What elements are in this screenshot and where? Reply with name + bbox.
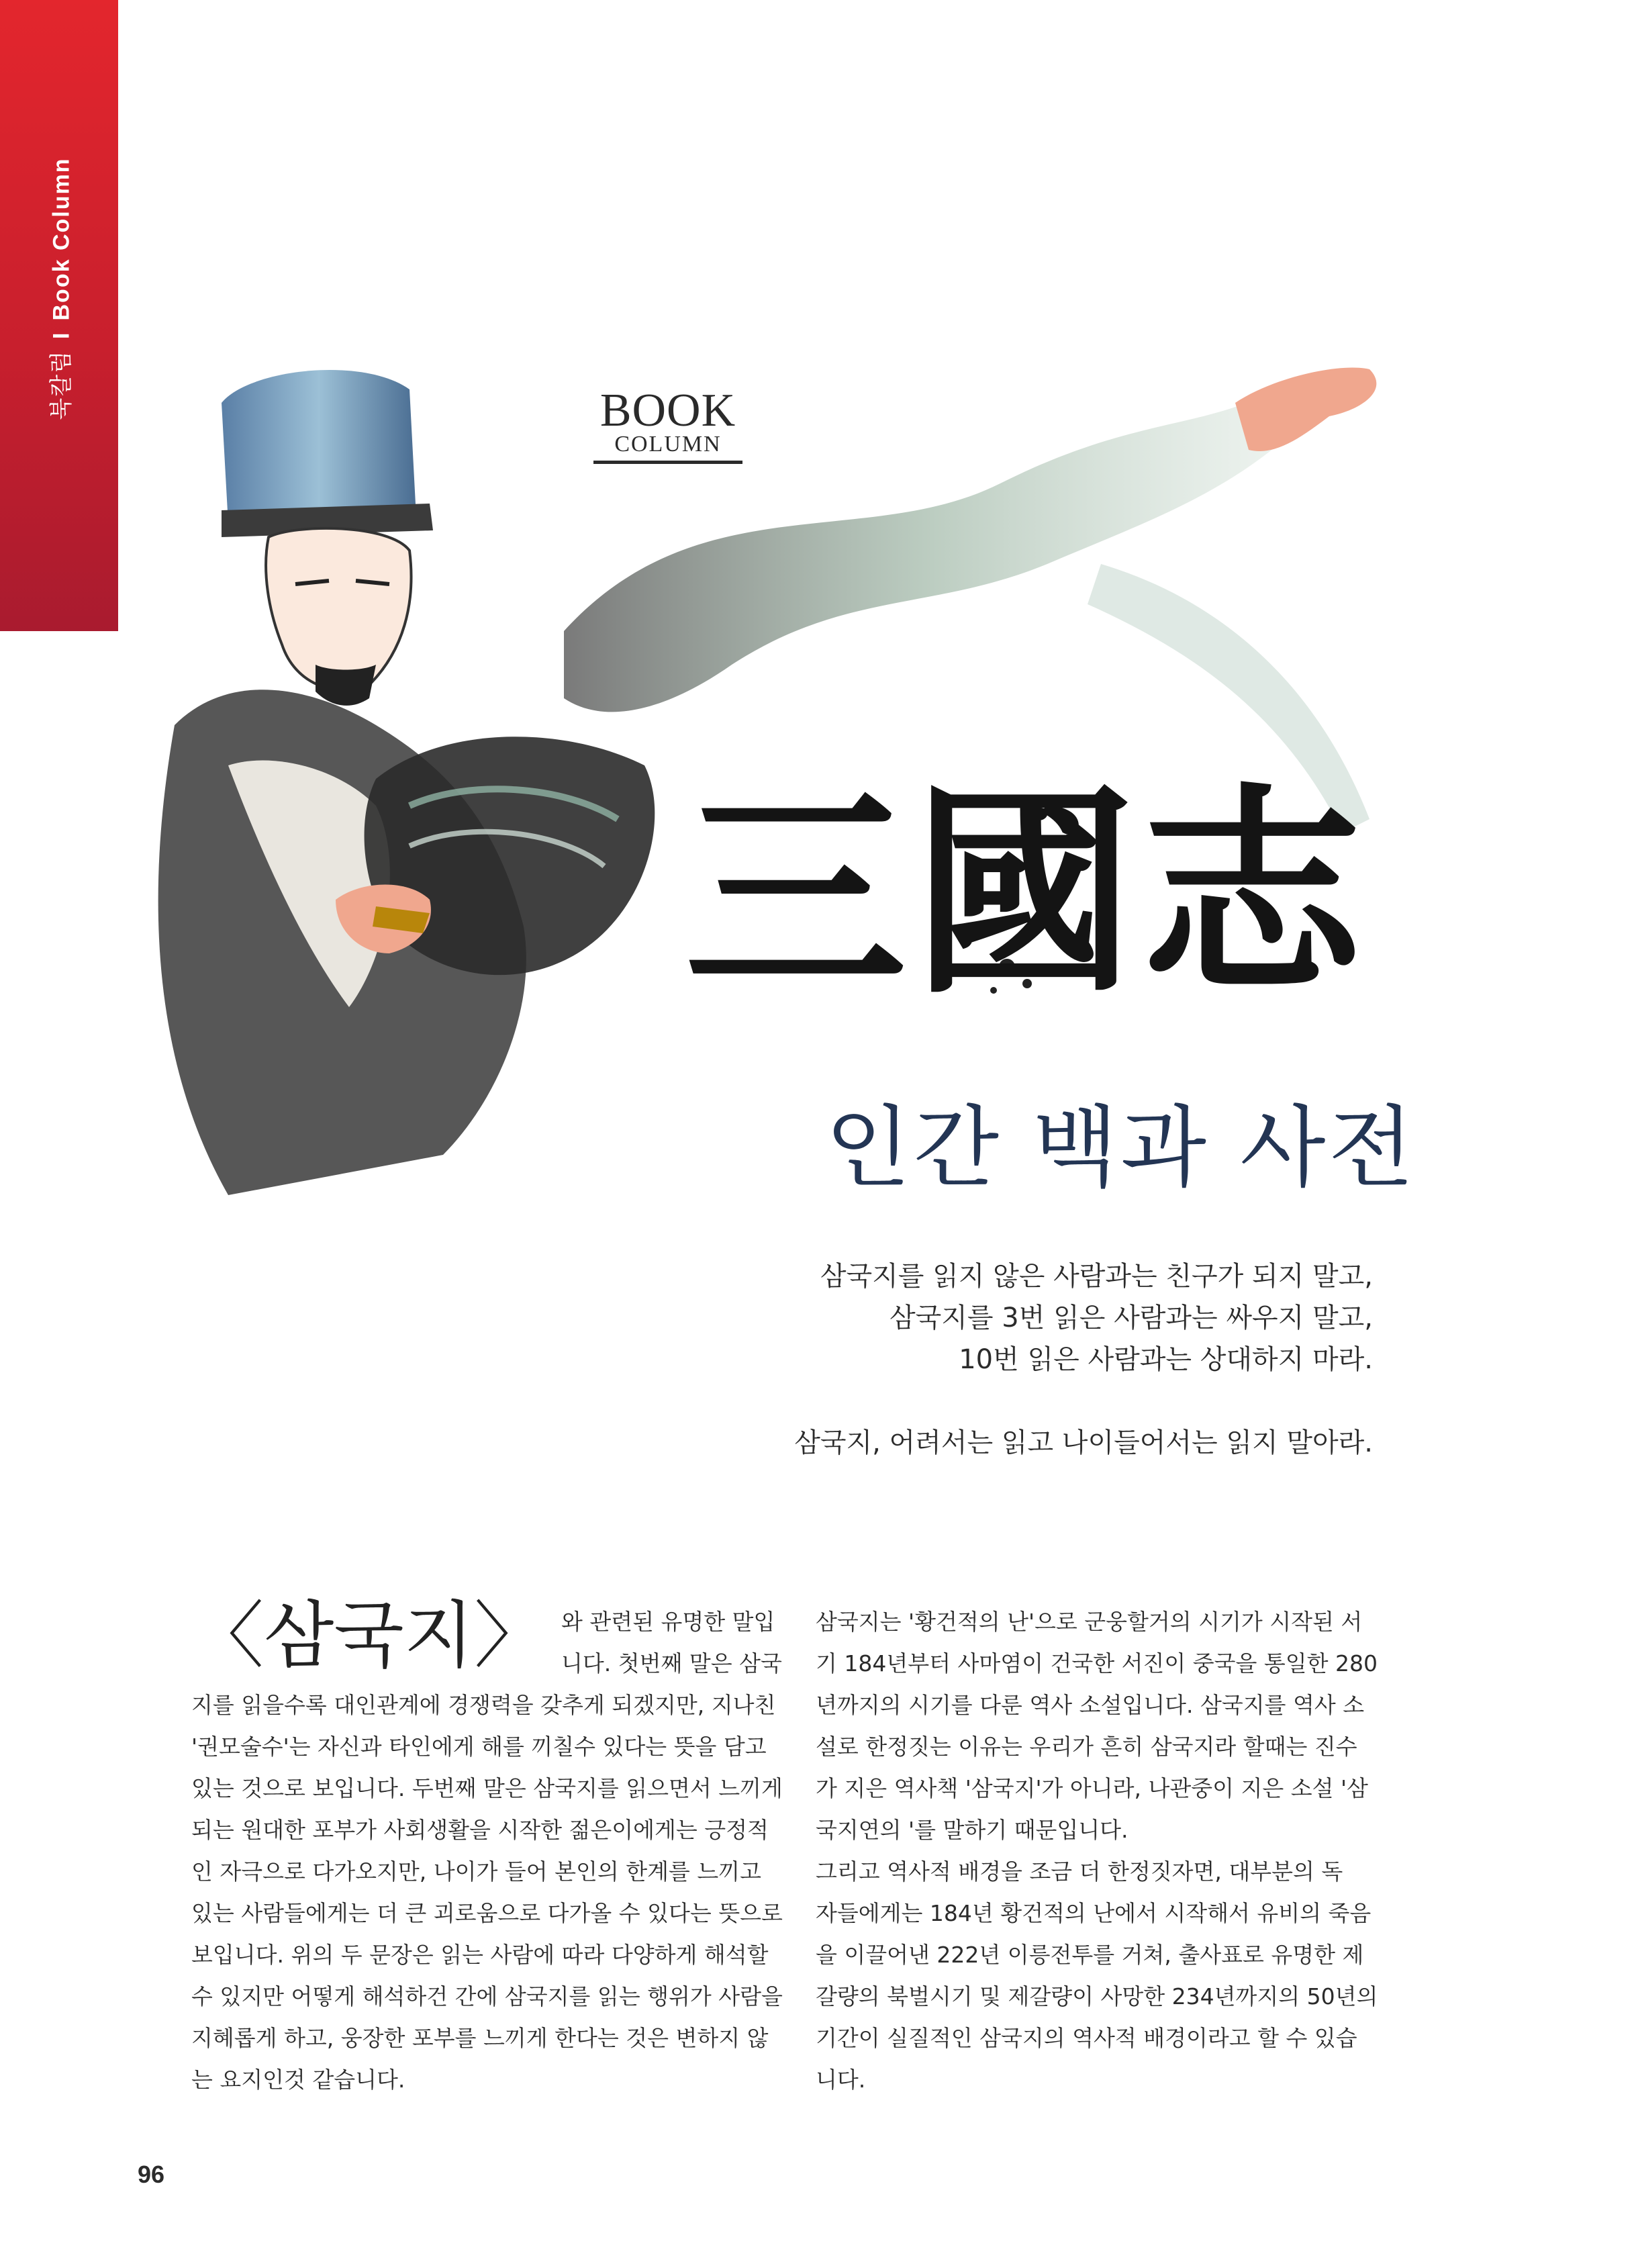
raised-hand (1235, 367, 1376, 451)
paragraph-line: 삼국지는 '황건적의 난'으로 군웅할거의 시기가 시작된 서 (816, 1609, 1363, 1635)
paragraph-line: 기 184년부터 사마염이 건국한 서진이 중국을 통일한 280 (816, 1650, 1378, 1676)
logo-book: BOOK (599, 385, 736, 436)
hanja-title: 三國志 (685, 763, 1369, 1023)
quote-line: 삼국지를 읽지 않은 사람과는 친구가 되지 말고, (820, 1261, 1373, 1292)
quote-line: 삼국지를 3번 읽은 사람과는 싸우지 말고, (890, 1303, 1373, 1333)
paragraph-line: 년까지의 시기를 다룬 역사 소설입니다. 삼국지를 역사 소 (816, 1692, 1365, 1718)
quote-closing-line: 삼국지, 어려서는 읽고 나이들어서는 읽지 말아라. (794, 1427, 1373, 1458)
page-number: 96 (138, 2161, 165, 2188)
paragraph-line: 국지연의 '를 말하기 때문입니다. (816, 1817, 1128, 1843)
paragraph-line: 자들에게는 184년 황건적의 난에서 시작해서 유비의 죽음 (816, 1900, 1372, 1926)
paragraph-line: 을 이끌어낸 222년 이릉전투를 거쳐, 출사표로 유명한 제 (816, 1942, 1364, 1968)
hat (222, 370, 416, 524)
body-column-left (191, 1594, 785, 2101)
side-tab-separator: I (48, 331, 75, 339)
logo-column: COLUMN (614, 432, 722, 457)
body-column-right (816, 1601, 1410, 2101)
side-tab-label (43, 158, 76, 420)
article-title-word: 〈삼국지〉 (191, 1594, 546, 1678)
quote-line: 10번 읽은 사람과는 상대하지 마라. (959, 1344, 1373, 1375)
book-column-logo (591, 385, 745, 464)
side-tab-korean: 북칼럼 (48, 349, 75, 420)
paragraph-line: 갈량의 북벌시기 및 제갈량이 사망한 234년까지의 50년의 (816, 1983, 1378, 2010)
subtitle: 인간 백과 사전 (825, 1096, 1416, 1200)
face (266, 528, 411, 690)
paragraph-line: 그리고 역사적 배경을 조금 더 한정짓자면, 대부분의 독 (816, 1858, 1343, 1885)
logo-underline (593, 461, 742, 464)
paragraph-line: 가 지은 역사책 '삼국지'가 아니라, 나관중이 지은 소설 '삼 (816, 1775, 1368, 1801)
paragraph: 와 관련된 유명한 말입니다. 첫번째 말은 삼국지를 읽을수록 대인관계에 경쟁력을 갖추게 되겠지만, 지나친 '권모술수'는 자신과 타인에게 해를 끼칠수 있다는 뜻을 담고 있는 것으로 보입니다. 두번째 말은 삼국지를 읽으면서 느끼게 되는 원대한 포부가 사회생활을 시작한 젊은이에게는 긍정적인 자극으로 다가오지만, 나이가 들어 본인의 한계를 느끼고 있는 사람들에게는 더 큰 괴로움으로 다가올 수 있다는 뜻으로 보입니다. 위의 두 문장은 읽는 사람에 따라 다양하게 해석할 수 있지만 어떻게 해석하건 간에 삼국지를 읽는 행위가 사람을 지혜롭게 하고, 웅장한 포부를 느끼게 한다는 것은 변하지 않는 요지인것 같습니다. (191, 1609, 783, 2093)
side-tab-english: Book Column (48, 157, 75, 321)
paragraph-line: 설로 한정짓는 이유는 우리가 흔히 삼국지라 할때는 진수 (816, 1734, 1357, 1760)
intro-quote (738, 1256, 1373, 1464)
paragraph-line: 기간이 실질적인 삼국지의 역사적 배경이라고 할 수 있습 (816, 2025, 1357, 2051)
paragraph-line: 니다. (816, 2067, 866, 2093)
